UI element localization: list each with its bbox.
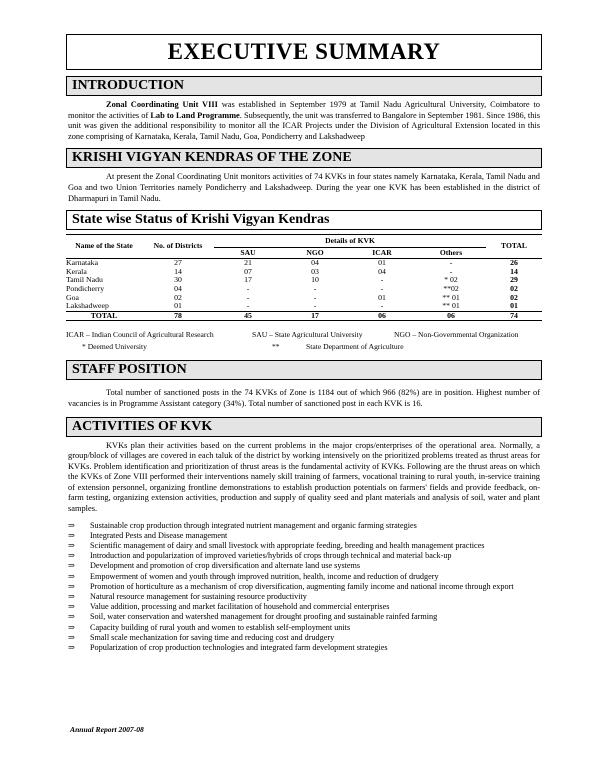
section-heading: State wise Status of Krishi Vigyan Kendras <box>72 212 330 228</box>
cell-districts: 01 <box>174 301 182 311</box>
arrow-icon: ⇒ <box>68 602 75 612</box>
report-page <box>66 34 542 653</box>
total-icar: 06 <box>348 311 416 321</box>
staff-paragraph: Total number of sanctioned posts in the 74 KVKs of Zone is 1184 out of which 966 (82%) are in position. Highest number of vacancies is in Programme Assistant category (34%). Total number of sanctioned post in each KVK is 16. <box>68 388 540 408</box>
column-header-state: Name of the State <box>75 241 133 251</box>
cell-state: Lakshadweep <box>66 301 109 311</box>
list-item-text: Empowerment of women and youth through improved nutrition, health, income and reduction of drudgery <box>90 571 439 581</box>
cell-state: Kerala <box>66 266 87 276</box>
total-label: TOTAL <box>66 311 142 321</box>
footer-text: Annual Report 2007-08 <box>70 725 144 734</box>
table-legend <box>66 330 542 339</box>
kvk-status-table <box>66 234 542 321</box>
list-item <box>66 541 542 551</box>
list-item-text: Value addition, processing and market facilitation of household and commercial enterprises <box>90 602 390 612</box>
arrow-icon: ⇒ <box>68 612 75 622</box>
cell-others: * 02 <box>444 275 458 285</box>
list-item <box>66 582 542 592</box>
arrow-icon: ⇒ <box>68 592 75 602</box>
cell-total: 02 <box>510 283 518 293</box>
column-header-sau: SAU <box>240 247 256 257</box>
list-item-text: Development and promotion of crop diversification and alternate land use systems <box>90 561 361 571</box>
programme-name: Lab to Land Programme <box>150 110 240 120</box>
arrow-icon: ⇒ <box>68 581 75 591</box>
list-item <box>66 633 542 643</box>
column-header-ngo: NGO <box>306 247 324 257</box>
column-header-total: TOTAL <box>501 241 527 251</box>
cell-ngo: 04 <box>311 258 319 268</box>
table-row <box>66 268 542 277</box>
cell-state: Goa <box>66 292 79 302</box>
list-item <box>66 592 542 602</box>
cell-total: 01 <box>510 301 518 311</box>
cell-state: Pondicherry <box>66 283 105 293</box>
intro-text-b: . Subsequently, the unit was transferred to Bangalore in September 1981. Since 1986, this unit was given the additional responsibility to monitor all the ICAR Projects under the Division of Agricultural Extension located in this zone comprising of Karnataka, Kerala, Tamil Nadu, Goa, Pondicherry and Lakshadweep <box>68 110 540 141</box>
total-total: 74 <box>486 311 542 321</box>
list-item <box>66 602 542 612</box>
table-row <box>66 302 542 311</box>
legend-dept: State Department of Agriculture <box>306 342 404 352</box>
list-item <box>66 572 542 582</box>
list-item-text: Sustainable crop production through integrated nutrient management and organic farming strategies <box>90 520 417 530</box>
cell-icar: 01 <box>378 258 386 268</box>
cell-ngo: - <box>313 283 317 293</box>
list-item-text: Natural resource management for sustaining resource productivity <box>90 592 307 602</box>
page-title: EXECUTIVE SUMMARY <box>167 39 441 64</box>
cell-sau: 07 <box>244 266 252 276</box>
total-ngo: 17 <box>282 311 348 321</box>
table-body <box>66 259 542 312</box>
cell-ngo: - <box>313 292 317 302</box>
cell-others: - <box>449 258 453 268</box>
cell-districts: 14 <box>174 266 182 276</box>
list-item-text: Popularization of crop production technologies and integrated farm development strategies <box>90 643 388 653</box>
legend-icar: ICAR – Indian Council of Agricultural Research <box>66 330 214 340</box>
cell-others: ** 01 <box>442 301 460 311</box>
column-header-icar: ICAR <box>372 247 392 257</box>
arrow-icon: ⇒ <box>68 530 75 540</box>
section-state-status-header <box>66 210 542 230</box>
arrow-icon: ⇒ <box>68 551 75 561</box>
arrow-icon: ⇒ <box>68 571 75 581</box>
list-item <box>66 623 542 633</box>
cell-ngo: 10 <box>311 275 319 285</box>
column-header-districts: No. of Districts <box>153 241 203 251</box>
cell-sau: - <box>246 283 250 293</box>
table-legend-2 <box>66 342 542 351</box>
cell-sau: - <box>246 292 250 302</box>
legend-ngo: NGO – Non-Governmental Organization <box>394 330 519 340</box>
table-row <box>66 285 542 294</box>
total-districts: 78 <box>142 311 214 321</box>
list-item-text: Capacity building of rural youth and women to establish self-employment units <box>90 622 351 632</box>
section-introduction-header <box>66 76 542 96</box>
section-heading: KRISHI VIGYAN KENDRAS OF THE ZONE <box>72 150 352 166</box>
cell-total: 02 <box>510 292 518 302</box>
table-row <box>66 294 542 303</box>
arrow-icon: ⇒ <box>68 520 75 530</box>
list-item <box>66 612 542 622</box>
cell-districts: 27 <box>174 258 182 268</box>
thrust-area-list <box>66 521 542 654</box>
activities-paragraph: KVKs plan their activities based on the current problems in the major crops/enterprises of the operational area. Normally, a group/block of villages are covered in each taluk of the district by working intensively on the prioritized problems treated as thrust areas for KVKs. Problem identification and prioritization of thrust areas is the fundamental activity of KVKs. Following are the thrust areas on which the KVKs of Zone VIII performed their interventions namely skill training of farmers, vocational training to rural youth, in-service training of extension personnel, organizing frontline demonstrations to establish production potentials on farmers' fields and provide feedback, on-farm testing, organizing extension activities, production and supply of quality seed and plant materials and analysis of soil, water and plant samples. <box>68 440 540 514</box>
cell-icar: - <box>380 283 384 293</box>
cell-sau: 17 <box>244 275 252 285</box>
kvk-zone-paragraph: At present the Zonal Coordinating Unit monitors activities of 74 KVKs in four states namely Karnataka, Kerala, Tamil Nadu and Goa and two Union Territories namely Pondicherry and Lakshadweep. During the year one KVK has been established in the district of Dharmapuri in Tamil Nadu. <box>68 172 540 203</box>
list-item-text: Promotion of horticulture as a mechanism of crop diversification, augmenting family income and national income through export <box>90 581 514 591</box>
total-sau: 45 <box>214 311 282 321</box>
cell-icar: - <box>380 275 384 285</box>
list-item <box>66 521 542 531</box>
list-item-text: Integrated Pests and Disease management <box>90 530 228 540</box>
legend-deemed: * Deemed University <box>82 342 147 352</box>
legend-dept-mark: ** <box>272 342 280 352</box>
list-item-text: Introduction and popularization of improved varieties/hybrids of crops through technical and material back-up <box>90 551 452 561</box>
cell-icar: - <box>380 301 384 311</box>
cell-others: - <box>449 266 453 276</box>
table-row <box>66 276 542 285</box>
unit-name: Zonal Coordinating Unit VIII <box>106 100 218 109</box>
section-activities-header <box>66 417 542 437</box>
cell-total: 29 <box>510 275 518 285</box>
cell-icar: 01 <box>378 292 386 302</box>
section-staff-header <box>66 360 542 380</box>
list-item <box>66 551 542 561</box>
list-item <box>66 561 542 571</box>
cell-districts: 30 <box>174 275 182 285</box>
section-kvk-zone-header <box>66 148 542 168</box>
cell-state: Tamil Nadu <box>66 275 103 285</box>
section-heading: INTRODUCTION <box>72 78 185 93</box>
column-header-others: Others <box>439 247 463 257</box>
list-item <box>66 643 542 653</box>
list-item-text: Small scale mechanization for saving time and reducing cost and drudgery <box>90 632 335 642</box>
cell-others: ** 01 <box>442 292 460 302</box>
intro-text-a: was established in September 1979 at Tamil Nadu Agricultural University, Coimbatore to monitor the activities of <box>68 100 540 120</box>
section-heading: ACTIVITIES OF KVK <box>72 418 213 434</box>
cell-sau: - <box>246 301 250 311</box>
total-others: 06 <box>416 311 486 321</box>
table-row <box>66 259 542 268</box>
arrow-icon: ⇒ <box>68 622 75 632</box>
cell-ngo: 03 <box>311 266 319 276</box>
cell-ngo: - <box>313 301 317 311</box>
legend-sau: SAU – State Agricultural University <box>252 330 363 340</box>
table-total-row <box>66 311 542 321</box>
cell-districts: 02 <box>174 292 182 302</box>
arrow-icon: ⇒ <box>68 643 75 653</box>
cell-districts: 04 <box>174 283 182 293</box>
cell-icar: 04 <box>378 266 386 276</box>
section-heading: STAFF POSITION <box>72 362 187 378</box>
cell-total: 26 <box>510 258 518 268</box>
column-header-details: Details of KVK <box>325 236 375 246</box>
table-header-row <box>66 235 542 248</box>
cell-total: 14 <box>510 266 518 276</box>
list-item-text: Scientific management of dairy and small livestock with appropriate feeding, breeding and health management practices <box>90 541 485 551</box>
arrow-icon: ⇒ <box>68 561 75 571</box>
arrow-icon: ⇒ <box>68 541 75 551</box>
arrow-icon: ⇒ <box>68 632 75 642</box>
title-box <box>66 34 542 70</box>
cell-others: **02 <box>443 283 459 293</box>
introduction-paragraph <box>68 100 540 142</box>
cell-state: Karnataka <box>66 258 99 268</box>
cell-sau: 21 <box>244 258 252 268</box>
list-item <box>66 531 542 541</box>
list-item-text: Soil, water conservation and watershed management for drought proofing and sustainable rainfed farming <box>90 612 438 622</box>
